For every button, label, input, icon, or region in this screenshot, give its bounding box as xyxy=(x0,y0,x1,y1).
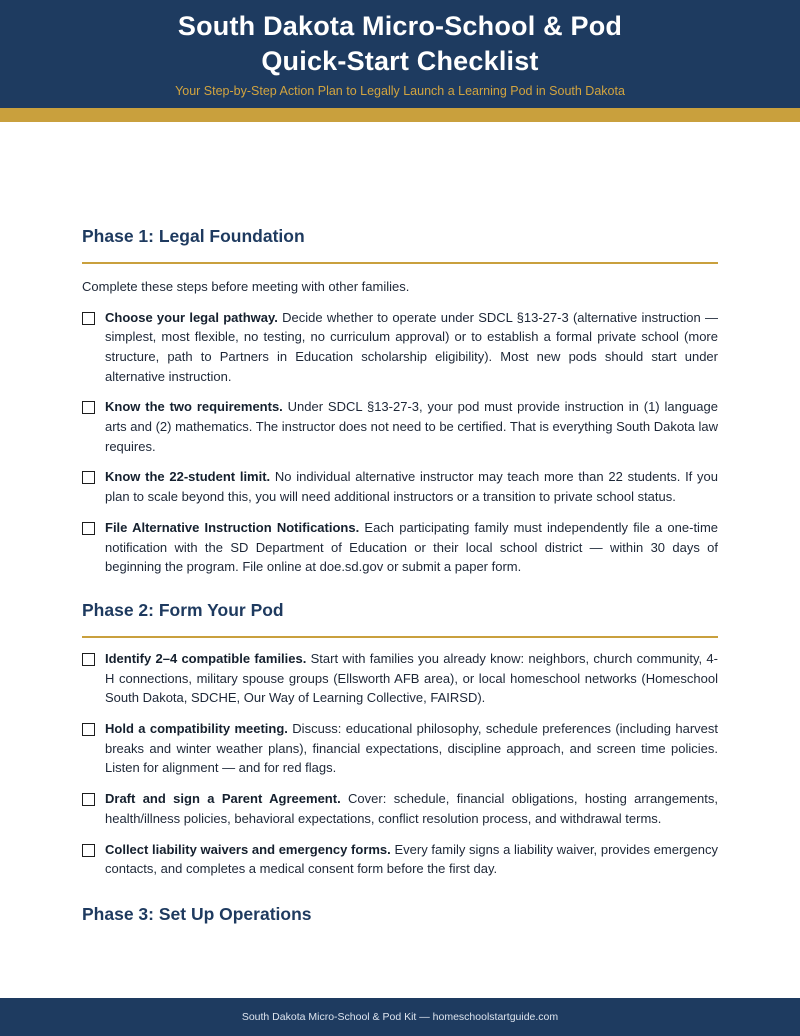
item-lead: Collect liability waivers and emergency forms. xyxy=(105,841,391,857)
checklist-item-text xyxy=(105,467,718,506)
checkbox-icon xyxy=(82,844,95,857)
document-title-line-1: South Dakota Micro-School & Pod xyxy=(177,11,623,41)
checklist-item xyxy=(82,649,718,708)
item-lead: Identify 2–4 compatible families. xyxy=(105,650,307,666)
checkbox-icon xyxy=(82,653,95,666)
item-description: Under SDCL §13-27-3, your pod must provide instruction in (1) language arts and (2) mathematics. The instructor does not need to be certified. That is everything South Dakota law requires. xyxy=(105,399,719,454)
item-lead: Know the 22-student limit. xyxy=(105,469,271,485)
item-lead: Know the two requirements. xyxy=(105,399,283,415)
checklist-item xyxy=(82,397,718,456)
item-lead: Choose your legal pathway. xyxy=(105,309,278,325)
phase-3-heading: Phase 3: Set Up Operations xyxy=(82,903,312,924)
checkbox-icon xyxy=(82,471,95,484)
checkbox-icon xyxy=(82,793,95,806)
footer-bar xyxy=(0,998,800,1036)
checkbox-icon xyxy=(82,312,95,325)
item-description: Cover: schedule, financial obligations, hosting arrangements, health/illness policies, behavioral expectations, conflict resolution process, and withdrawal terms. xyxy=(105,791,718,826)
document-body xyxy=(0,226,800,925)
item-description: Every family signs a liability waiver, provides emergency contacts, and completes a medical consent form before the first day. xyxy=(105,841,718,877)
checklist-item-text xyxy=(105,308,718,387)
item-lead: Hold a compatibility meeting. xyxy=(105,721,288,737)
checklist-item xyxy=(82,719,718,778)
phase-2-heading: Phase 2: Form Your Pod xyxy=(82,599,284,620)
item-lead: Draft and sign a Parent Agreement. xyxy=(105,791,341,807)
header-banner xyxy=(0,0,800,108)
item-description: No individual alternative instructor may teach more than 22 students. If you plan to scale beyond this, you will need additional instructors or a transition to private school status. xyxy=(105,469,718,505)
checklist-item-text xyxy=(105,649,718,708)
checklist-item xyxy=(82,518,718,577)
checkbox-icon xyxy=(82,723,95,736)
phase-2-rule xyxy=(82,636,718,638)
section-phase-2 xyxy=(82,600,718,879)
gold-divider-bar xyxy=(0,108,800,122)
document-title-line-2: Quick-Start Checklist xyxy=(261,46,539,76)
document-subtitle: Your Step-by-Step Action Plan to Legally Launch a Learning Pod in South Dakota xyxy=(175,84,625,98)
checkbox-icon xyxy=(82,522,95,535)
item-description: Decide whether to operate under SDCL §13-27-3 (alternative instruction — simplest, most flexible, no testing, no curriculum approval) or to establish a formal private school (more structure, path to Partners in Education scholarship eligibility). Most new pods should start under alternative instruction. xyxy=(105,309,718,384)
item-description: Each participating family must independently file a one-time notification with the SD Department of Education or their local school district — within 30 days of beginning the program. File online at doe.sd.gov or submit a paper form. xyxy=(105,519,719,575)
phase-1-heading: Phase 1: Legal Foundation xyxy=(82,226,305,246)
phase-1-rule xyxy=(82,262,718,264)
checklist-item-text xyxy=(105,840,718,879)
checklist-item-text xyxy=(105,518,718,577)
item-description: Discuss: educational philosophy, schedule preferences (including harvest breaks and winter weather plans), financial expectations, discipline approach, and screen time policies. Listen for alignment — and for red flags. xyxy=(105,721,718,776)
checklist-item xyxy=(82,840,718,879)
section-phase-3 xyxy=(82,904,718,925)
item-description: Start with families you already know: neighbors, church community, 4-H connections, military spouse groups (Ellsworth AFB area), or local homeschool networks (Homeschool South Dakota, SDCHE, Our Way of Learning Collective, FAIRSD). xyxy=(105,650,718,706)
phase-1-intro: Complete these steps before meeting with other families. xyxy=(82,279,410,294)
checklist-item xyxy=(82,467,718,506)
document-title xyxy=(0,9,800,79)
footer-text: South Dakota Micro-School & Pod Kit — homeschoolstartguide.com xyxy=(241,1011,559,1023)
checklist-item xyxy=(82,789,718,828)
checklist-item-text xyxy=(105,719,718,778)
section-phase-1 xyxy=(82,226,718,577)
checklist-item-text xyxy=(105,789,718,828)
checkbox-icon xyxy=(82,401,95,414)
checklist-item xyxy=(82,308,718,387)
checklist-item-text xyxy=(105,397,718,456)
item-lead: File Alternative Instruction Notifications. xyxy=(105,519,360,535)
